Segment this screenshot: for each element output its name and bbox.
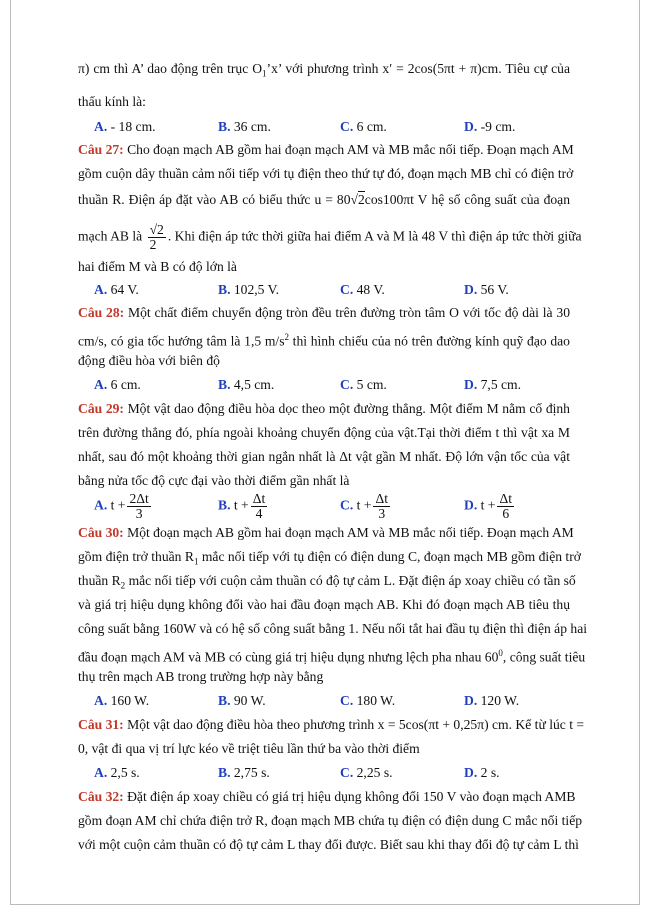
text-line: với một cuộn cảm thuần có độ tự cảm L thay đổi được. Biết sau khi thay đổi độ tự cảm L thì <box>78 837 579 852</box>
option-b: B. 2,75 s. <box>218 765 270 780</box>
fraction: $\frac{\Delta t}{6}$ <box>499 491 512 521</box>
text-line: trên đường thẳng đó, phía ngoài khoảng chuyển động của vật.Tại thời điểm t thì vật xa M <box>78 425 570 440</box>
fraction: $\frac{2\Delta t}{3}$ <box>129 491 149 521</box>
question-30: Câu 30: Một đoạn mạch AB gồm hai đoạn mạch AM và MB mắc nối tiếp. Đoạn mạch AM <box>78 525 574 540</box>
option-b: B. 4,5 cm. <box>218 377 275 392</box>
question-31: Câu 31: Một vật dao động điều hòa theo phương trình x = 5cos(πt + 0,25π) cm. Kể từ lúc t = <box>78 717 585 732</box>
question-28: Câu 28: Một chất điểm chuyển động tròn đều trên đường tròn tâm O với tốc độ dài là 30 <box>78 305 570 320</box>
option-a: A. 2,5 s. <box>94 765 140 780</box>
option-c: C. 2,25 s. <box>340 765 393 780</box>
text-line: gồm điện trở thuần $R_1$ mắc nối tiếp với tụ điện có điện dung C, đoạn mạch MB gồm điện trở <box>78 549 581 567</box>
option-d: D. 2 s. <box>464 765 500 780</box>
option-c: C. 180 W. <box>340 693 396 708</box>
text-line: thấu kính là: <box>78 94 146 109</box>
text-line: thuần R. Điện áp đặt vào AB có biểu thức u = 80√2cos100πt V hệ số công suất của đoạn <box>78 192 571 207</box>
text-line: gồm cuộn dây thuần cảm nối tiếp với tụ điện theo thứ tự đó, đoạn mạch MB chỉ có điện trở <box>78 166 574 181</box>
option-d: D. -9 cm. <box>464 119 516 134</box>
question-27: Câu 27: Cho đoạn mạch AB gồm hai đoạn mạch AM và MB mắc nối tiếp. Đoạn mạch AM <box>78 142 574 157</box>
text-line: bằng nửa tốc độ cực đại vào thời điểm gần nhất là <box>78 473 350 488</box>
option-b: B. 102,5 V. <box>218 282 280 297</box>
option-d: D. 120 W. <box>464 693 520 708</box>
text-line: cm/s, có gia tốc hướng tâm là 1,5 $m/s^2$ thì hình chiếu của nó trên đường kính quỹ đạo dao <box>78 332 570 349</box>
text-line: công suất bằng 160W và có hệ số công suất bằng 1. Nếu nối tắt hai đầu tụ điện thì điện áp hai <box>78 621 588 636</box>
option-d: D. t + $\frac{\Delta t}{6}$ <box>464 491 512 521</box>
option-a: A. 160 W. <box>94 693 150 708</box>
fraction: $\frac{\Delta t}{3}$ <box>375 491 388 521</box>
text-line: nhất, sau đó một khoảng thời gian ngắn nhất là Δt vật gần M nhất. Độ lớn vận tốc của vật <box>78 449 570 464</box>
option-a: A. 64 V. <box>94 282 139 297</box>
question-29: Câu 29: Một vật dao động điều hòa dọc theo một đường thẳng. Một điểm M nằm cố định <box>78 401 570 416</box>
option-c: C. 6 cm. <box>340 119 387 134</box>
text-line: gồm đoạn AM chỉ chứa điện trở R, đoạn mạch MB chứa tụ điện có điện dung C mắc nối tiếp <box>78 813 583 828</box>
option-a: A. - 18 cm. <box>94 119 156 134</box>
text-line: đầu đoạn mạch AM và MB có cùng giá trị hiệu dụng nhưng lệch pha nhau $60^0$, công suất tiêu <box>78 648 586 665</box>
fraction: $\frac{√2}{2}$ <box>149 222 164 252</box>
option-b: B. 90 W. <box>218 693 266 708</box>
text-line: π) cm thì A’ dao động trên trục $O_1’x$’ với phương trình x′ = 2cos(5πt + π)cm. Tiêu cự của <box>78 61 571 79</box>
option-a: A. 6 cm. <box>94 377 141 392</box>
option-c: C. 48 V. <box>340 282 385 297</box>
option-c: C. t + $\frac{\Delta t}{3}$ <box>340 491 388 521</box>
question-32: Câu 32: Đặt điện áp xoay chiều có giá trị hiệu dụng không đổi 150 V vào đoạn mạch AMB <box>78 789 576 804</box>
text-line: động điều hòa với biên độ <box>78 353 220 368</box>
text-line: 0, vật đi qua vị trí lực kéo về triệt tiêu lần thứ ba vào thời điểm <box>78 741 420 756</box>
text-line: mạch AB là $\frac{√2}{2}$ . Khi điện áp tức thời giữa hai điểm A và M là 48 V thì điện áp tức thời giữa <box>78 222 582 252</box>
text-line: hai điểm M và B có độ lớn là <box>78 259 237 274</box>
option-d: D. 7,5 cm. <box>464 377 522 392</box>
option-a: A. t + $\frac{2\Delta t}{3}$ <box>94 491 149 521</box>
option-d: D. 56 V. <box>464 282 509 297</box>
text-line: thuần $R_2$ mắc nối tiếp với cuộn cảm thuần có độ tự cảm L. Đặt điện áp xoay chiều có tần số <box>78 573 576 591</box>
option-c: C. 5 cm. <box>340 377 387 392</box>
fraction: $\frac{\Delta t}{4}$ <box>252 491 266 521</box>
option-b: B. t + $\frac{\Delta t}{4}$ <box>218 491 266 521</box>
text-line: và giá trị hiệu dụng không đổi vào hai đầu đoạn mạch AB. Khi đó đoạn mạch AB tiêu thụ <box>78 597 570 612</box>
option-b: B. 36 cm. <box>218 119 271 134</box>
text-line: thụ trên mạch AB trong trường hợp này bằng <box>78 669 324 684</box>
